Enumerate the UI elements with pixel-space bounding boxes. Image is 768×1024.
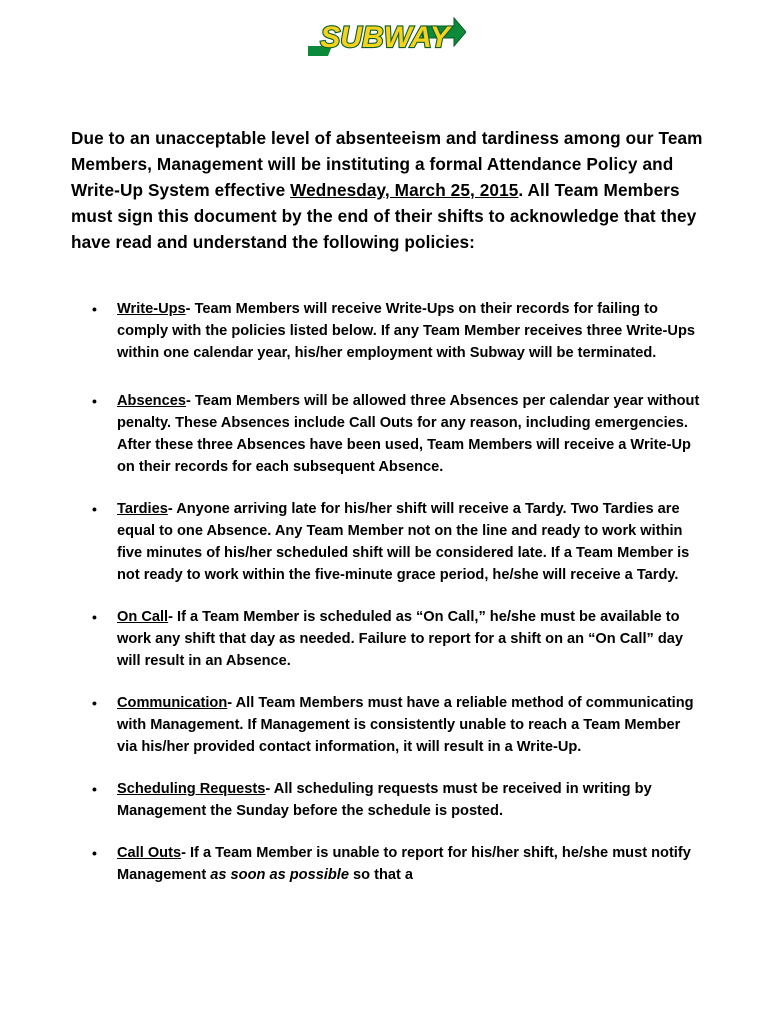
policy-item-absences bbox=[92, 390, 702, 478]
intro-paragraph bbox=[71, 125, 711, 255]
subway-logo bbox=[304, 10, 466, 60]
bullet-icon: • bbox=[92, 845, 97, 861]
policy-item-tardies bbox=[92, 498, 702, 586]
policy-term: Write-Ups bbox=[117, 301, 186, 317]
policy-term: Absences bbox=[117, 393, 186, 409]
policy-text-after: so that a bbox=[348, 867, 414, 883]
policy-term: Scheduling Requests bbox=[117, 781, 266, 797]
policy-term: Call Outs bbox=[117, 845, 182, 861]
policy-item-write-ups bbox=[92, 298, 702, 364]
policy-list bbox=[92, 298, 702, 906]
policy-term: Communication bbox=[117, 695, 228, 711]
policy-term: Tardies bbox=[117, 501, 168, 517]
bullet-icon: • bbox=[92, 393, 97, 409]
policy-item-scheduling-requests bbox=[92, 778, 702, 822]
policy-text: - Team Members will be allowed three Absences per calendar year without penalty. These Absences include Call Outs for any reason, including emergencies. After these three Absences have been used, Team Members will receive a Write-Up on their records for each subsequent Absence. bbox=[117, 393, 700, 475]
policy-term: On Call bbox=[117, 609, 169, 625]
policy-item-communication bbox=[92, 692, 702, 758]
intro-text-after: . All Team Members must sign this document by the end of their shifts to acknowledge that they have read and understand the following policies: bbox=[71, 180, 697, 252]
bullet-icon: • bbox=[92, 781, 97, 797]
logo-text: SUBWAY bbox=[320, 21, 450, 54]
bullet-icon: • bbox=[92, 301, 97, 317]
intro-text-before: Due to an unacceptable level of absenteeism and tardiness among our Team Members, Management will be instituting a formal Attendance Policy and Write-Up System effective bbox=[71, 128, 703, 200]
policy-text: - All Team Members must have a reliable method of communicating with Management. If Management is consistently unable to reach a Team Member via his/her provided contact information, it will result in a Write-Up. bbox=[117, 695, 694, 755]
policy-text: - If a Team Member is scheduled as “On Call,” he/she must be available to work any shift that day as needed. Failure to report for a shift on an “On Call” day will result in an Absence. bbox=[117, 609, 684, 669]
policy-text: - All scheduling requests must be received in writing by Management the Sunday before the schedule is posted. bbox=[117, 781, 652, 819]
bullet-icon: • bbox=[92, 501, 97, 517]
policy-text: - Team Members will receive Write-Ups on their records for failing to comply with the policies listed below. If any Team Member receives three Write-Ups within one calendar year, his/her employment with Subway will be terminated. bbox=[117, 301, 695, 361]
policy-text: - Anyone arriving late for his/her shift will receive a Tardy. Two Tardies are equal to one Absence. Any Team Member not on the line and ready to work within five minutes of his/her scheduled shift will be considered late. If a Team Member is not ready to work within the five-minute grace period, he/she will receive a Tardy. bbox=[117, 501, 690, 583]
bullet-icon: • bbox=[92, 695, 97, 711]
policy-text: - If a Team Member is unable to report for his/her shift, he/she must notify Management bbox=[117, 845, 691, 883]
policy-item-call-outs bbox=[92, 842, 702, 886]
policy-item-on-call bbox=[92, 606, 702, 672]
effective-date: Wednesday, March 25, 2015 bbox=[290, 180, 519, 200]
policy-emphasis: as soon as possible bbox=[210, 867, 349, 883]
bullet-icon: • bbox=[92, 609, 97, 625]
